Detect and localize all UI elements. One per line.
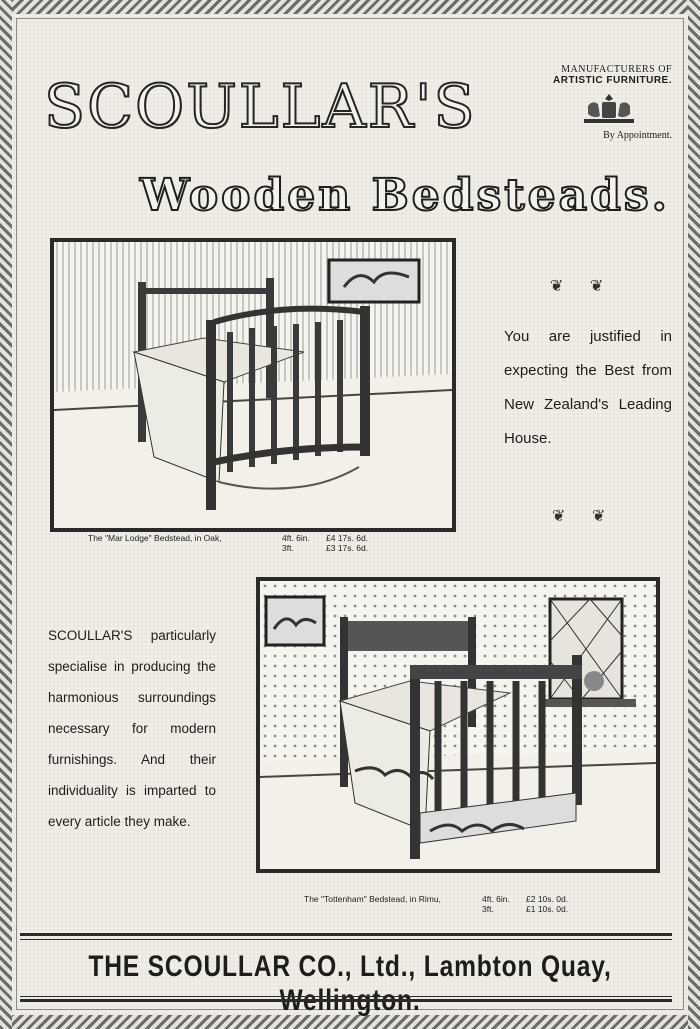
appointment-line-2: ARTISTIC FURNITURE. <box>553 75 672 86</box>
product-size: 3ft. <box>482 904 494 914</box>
leaf-ornament-icon: ❦ <box>552 508 566 525</box>
border-top <box>0 0 700 14</box>
border-left <box>0 0 12 1029</box>
leaf-ornament-icon: ❦ <box>590 278 604 295</box>
footer-rule-bottom-thin <box>20 996 672 997</box>
mar-lodge-illustration <box>50 238 456 532</box>
bedstead-rimu-image <box>260 581 656 869</box>
product-price: £1 10s. 0d. <box>526 904 569 914</box>
appointment-line-3: By Appointment. <box>603 130 672 141</box>
product-size: 3ft. <box>282 543 294 553</box>
appointment-line-1: MANUFACTURERS OF <box>561 64 672 75</box>
royal-crest-icon <box>578 92 640 126</box>
product-heading: Wooden Bedsteads. <box>140 170 670 221</box>
product-size: 4ft. 6in. <box>482 894 510 904</box>
appointment-block <box>548 64 672 141</box>
bedstead-oak-image <box>54 242 452 528</box>
product-price: £4 17s. 6d. <box>326 533 369 543</box>
tottenham-caption <box>304 894 568 914</box>
leaf-ornament-icon: ❦ <box>592 508 606 525</box>
border-right <box>688 0 700 1029</box>
footer-address: THE SCOULLAR CO., Ltd., Lambton Quay, <box>88 950 612 983</box>
leaf-ornament-icon: ❦ <box>550 278 564 295</box>
mar-lodge-caption <box>88 533 368 553</box>
blurb-block <box>48 620 216 837</box>
footer-rule-top <box>20 933 672 936</box>
quote-text: You are justified in expecting the Best from New Zealand's Leading House. <box>504 328 672 447</box>
quote-block <box>504 320 672 456</box>
product-price: £3 17s. 6d. <box>326 543 369 553</box>
product-name: The "Mar Lodge" Bedstead, in Oak, <box>88 533 222 543</box>
product-size: 4ft. 6in. <box>282 533 310 543</box>
blurb-text: SCOULLAR'S particularly specialise in producing the harmonious surroundings necessary for modern furnishings. And their individuality is imparted to every article they make. <box>48 628 216 829</box>
footer-rule-top-thin <box>20 939 672 940</box>
tottenham-illustration <box>256 577 660 873</box>
product-price: £2 10s. 0d. <box>526 894 569 904</box>
brand-title: SCOULLAR'S <box>44 72 477 142</box>
product-name: The "Tottenham" Bedstead, in Rimu, <box>304 894 441 904</box>
footer-rule-bottom <box>20 999 672 1002</box>
